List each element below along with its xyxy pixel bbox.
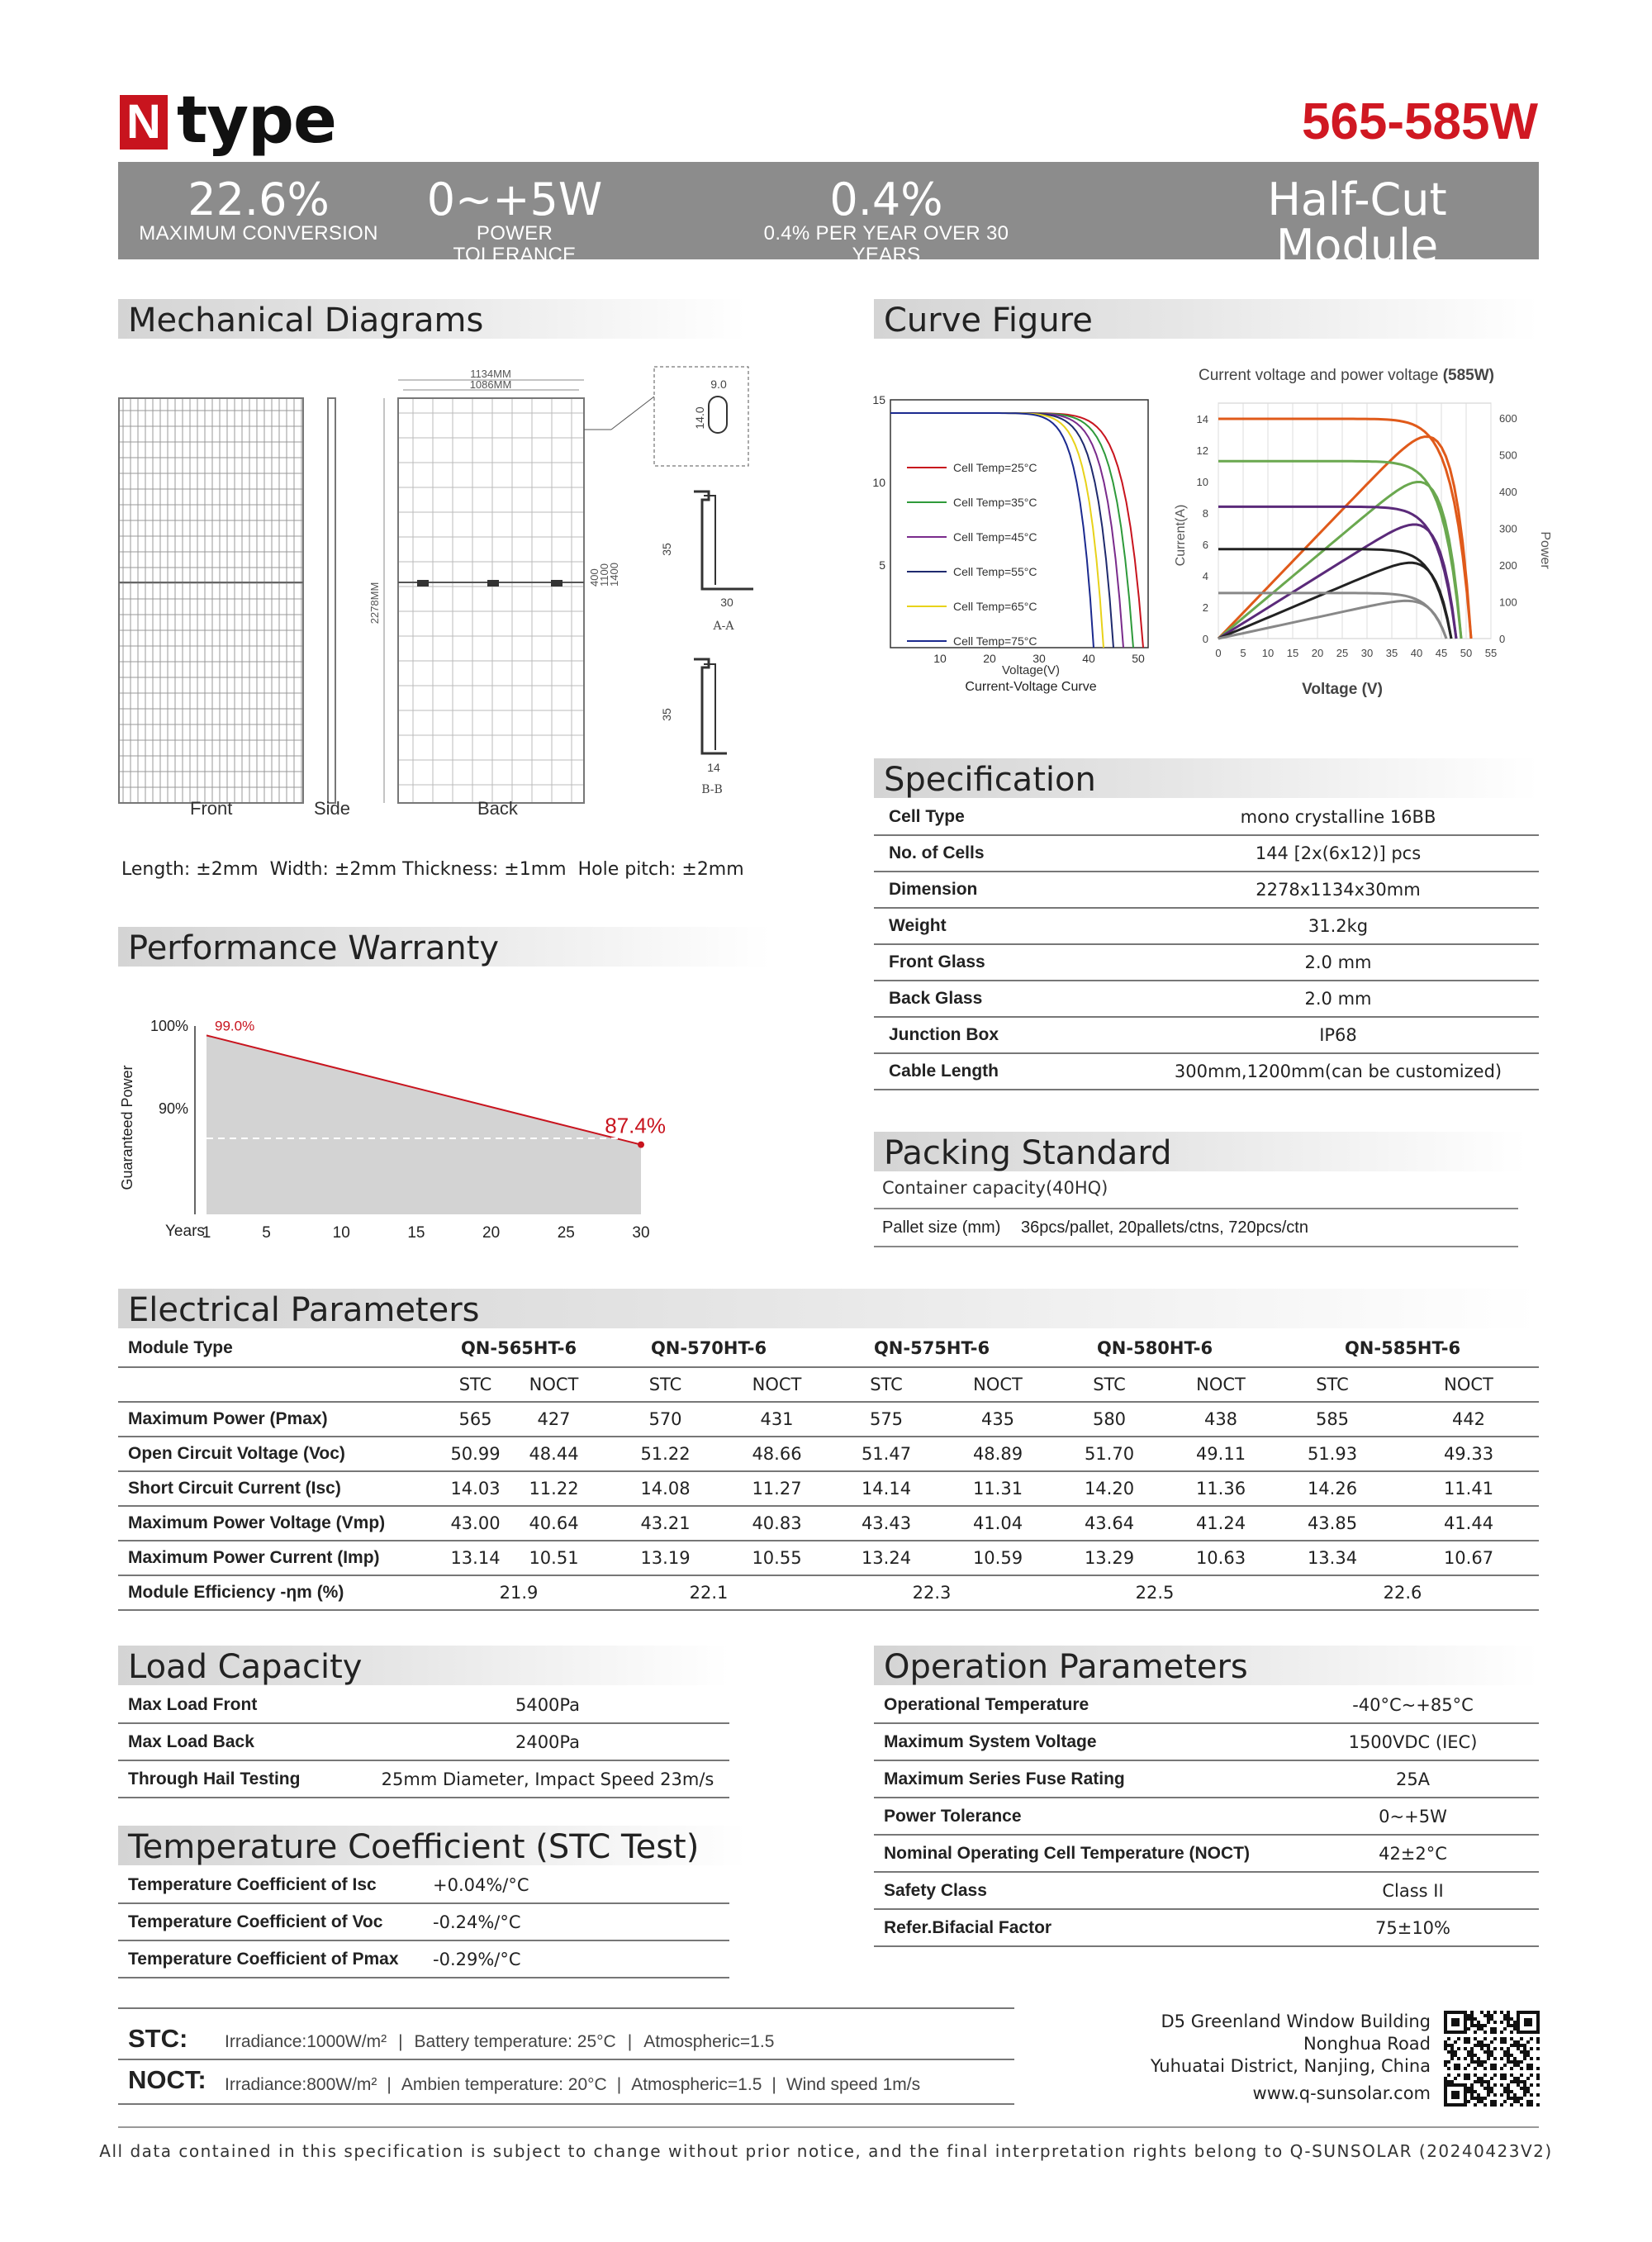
load-value: 2400Pa [366,1723,729,1760]
pv-x-tick: 50 [1460,647,1473,659]
operation-row [874,1760,1539,1798]
pv-y2-tick: 100 [1499,596,1517,609]
stc-conditions: Irradiance:1000W/m² | Battery temperature: 25°C | Atmospheric=1.5 [225,2032,775,2051]
load-key: Through Hail Testing [118,1760,366,1798]
section-temperature: Temperature Coefficient (STC Test) [118,1826,746,1865]
section-load: Load Capacity [118,1646,729,1685]
legend-label: Cell Temp=65°C [953,600,1037,613]
address-block [1041,2011,1431,2105]
param-value: 43.21 [597,1506,733,1541]
param-value: 11.36 [1175,1471,1266,1506]
model-header: QN-565HT-6 [440,1330,597,1367]
param-value: 10.63 [1175,1541,1266,1575]
iv-y-tick: 15 [872,393,885,406]
mechanical-diagram [116,363,776,796]
stc-subheader: STC [820,1367,952,1402]
footer-disclaimer: All data contained in this specification is subject to change without prior notice, and the final interpretation rights belong to Q-SUNSOLAR (20240423V2) [99,2141,1553,2161]
width-outer-dim: 1134MM [470,368,511,380]
param-value: 43.00 [440,1506,510,1541]
operation-value: 75±10% [1287,1909,1539,1946]
spec-key: Front Glass [874,944,1137,981]
pv-y-tick: 8 [1202,507,1208,520]
electrical-row [118,1506,1539,1541]
noct-subheader: NOCT [733,1367,820,1402]
banner-degradation [729,173,1043,266]
side-view [328,398,335,803]
side-label: Side [314,798,351,819]
noct-subheader: NOCT [1175,1367,1266,1402]
param-value: 51.93 [1266,1437,1398,1471]
back-label: Back [477,798,518,819]
pv-y2-tick: 400 [1499,485,1517,498]
legend-label: Cell Temp=25°C [953,461,1037,474]
iv-x-tick: 50 [1132,652,1145,665]
model-header: QN-580HT-6 [1043,1330,1266,1367]
param-value: 49.11 [1175,1437,1266,1471]
spec-row [874,872,1539,908]
param-value: 48.44 [510,1437,597,1471]
param-value: 41.04 [952,1506,1043,1541]
pv-y-tick: 10 [1196,476,1208,488]
param-value: 11.41 [1398,1471,1539,1506]
param-value: 431 [733,1402,820,1437]
param-name: Maximum Power Voltage (Vmp) [118,1506,440,1541]
hole-dim-1400: 1400 [608,563,620,587]
spec-row [874,1053,1539,1090]
spec-value: 2278x1134x30mm [1137,872,1539,908]
pv-y2-tick: 200 [1499,558,1517,572]
width-inner-dim: 1086MM [469,378,512,391]
pv-x-tick: 10 [1261,647,1275,659]
feature-banner [118,162,1539,291]
param-value: 48.66 [733,1437,820,1471]
warranty-y-label: Guaranteed Power [119,1065,135,1190]
param-value: 40.83 [733,1506,820,1541]
spec-value: 300mm,1200mm(can be customized) [1137,1053,1539,1090]
pv-y2-tick: 0 [1499,633,1506,645]
param-value: 13.24 [820,1541,952,1575]
warranty-x-tick: 15 [407,1224,425,1242]
pv-y-tick: 4 [1202,570,1208,582]
param-value: 580 [1043,1402,1175,1437]
temperature-key: Temperature Coefficient of Isc [118,1867,432,1903]
stc-label: STC: [128,2024,188,2053]
banner-value: 22.6% [188,173,330,226]
front-view [119,398,303,803]
param-value: 51.47 [820,1437,952,1471]
legend-label: Cell Temp=75°C [953,634,1037,648]
param-value: 14.03 [440,1471,510,1506]
load-key: Max Load Front [118,1687,366,1723]
warranty-x-tick: 25 [557,1224,575,1242]
noct-subheader: NOCT [510,1367,597,1402]
pv-x-tick: 0 [1215,647,1222,659]
iv-curve-chart [874,388,1155,702]
pv-x-tick: 30 [1360,647,1374,659]
temperature-value: -0.24%/°C [432,1903,581,1940]
electrical-table [118,1330,1539,1611]
efficiency-value: 22.1 [597,1575,820,1610]
banner-caption: 0.4% PER YEAR OVER 30 YEARS [763,222,1009,266]
spec-key: Cable Length [874,1053,1137,1090]
operation-value: 42±2°C [1287,1835,1539,1872]
operation-key: Power Tolerance [874,1798,1287,1835]
param-value: 10.67 [1398,1541,1539,1575]
operation-row [874,1835,1539,1872]
iv-x-tick: 40 [1082,652,1095,665]
param-name: Maximum Power Current (Imp) [118,1541,440,1575]
profile-bb [694,659,727,753]
front-label: Front [190,798,233,819]
noct-conditions: Irradiance:800W/m² | Ambien temperature: 20°C | Atmospheric=1.5 | Wind speed 1m/s [225,2075,921,2094]
logo-type-word: type [177,83,336,158]
section-packing: Packing Standard [874,1132,1526,1171]
warranty-x-tick: 30 [632,1224,650,1242]
param-value: 14.26 [1266,1471,1398,1506]
param-value: 48.89 [952,1437,1043,1471]
operation-value: 25A [1287,1760,1539,1798]
param-value: 43.64 [1043,1506,1175,1541]
efficiency-value: 22.5 [1043,1575,1266,1610]
load-row [118,1723,729,1760]
module-type-label: Module Type [118,1330,440,1367]
param-value: 565 [440,1402,510,1437]
pv-y-tick: 14 [1196,413,1208,425]
iv-y-tick: 5 [879,558,885,572]
banner-caption: LOWER TEMPERATURE [1241,268,1473,291]
hole-height-dim: 14.0 [693,406,706,430]
param-value: 442 [1398,1402,1539,1437]
iv-x-label: Voltage(V) [1001,663,1061,677]
temperature-table [118,1867,729,1978]
param-value: 575 [820,1402,952,1437]
param-value: 585 [1266,1402,1398,1437]
spec-key: Weight [874,908,1137,944]
temperature-row [118,1903,729,1940]
packing-pallet-label: Pallet size (mm) [882,1218,1001,1237]
pv-title: Current voltage and power voltage (585W) [1198,367,1495,384]
pv-y-tick: 6 [1202,539,1208,551]
bb-width-dim: 14 [707,761,720,774]
electrical-row [118,1402,1539,1437]
electrical-row [118,1471,1539,1506]
efficiency-row [118,1575,1539,1610]
param-value: 10.55 [733,1541,820,1575]
spec-row [874,800,1539,835]
pv-x-label: Voltage (V) [1302,681,1383,698]
param-value: 41.44 [1398,1506,1539,1541]
spec-key: Junction Box [874,1017,1137,1053]
aa-label: A-A [713,620,734,633]
website-link[interactable]: www.q-sunsolar.com [1252,2083,1431,2103]
temperature-key: Temperature Coefficient of Pmax [118,1940,432,1978]
specification-table [874,800,1539,1090]
banner-value: 0~+5W [426,173,603,226]
electrical-row [118,1541,1539,1575]
param-name: Open Circuit Voltage (Voc) [118,1437,440,1471]
spec-key: No. of Cells [874,835,1137,872]
param-value: 13.29 [1043,1541,1175,1575]
spec-row [874,835,1539,872]
param-value: 14.14 [820,1471,952,1506]
section-mechanical: Mechanical Diagrams [118,299,746,339]
load-value: 25mm Diameter, Impact Speed 23m/s [366,1760,729,1798]
pv-x-tick: 20 [1311,647,1324,659]
warranty-x-tick: 5 [262,1224,271,1242]
spec-row [874,908,1539,944]
operation-value: 0~+5W [1287,1798,1539,1835]
param-value: 11.31 [952,1471,1043,1506]
operation-value: -40°C~+85°C [1287,1687,1539,1723]
banner-value: Half-Cut Module [1267,173,1447,272]
operation-key: Operational Temperature [874,1687,1287,1723]
legend-label: Cell Temp=35°C [953,496,1037,509]
spec-row [874,981,1539,1017]
hole-dim-1100: 1100 [598,563,610,587]
section-specification: Specification [874,758,1539,798]
pv-curve-chart [1173,362,1553,709]
param-name: Maximum Power (Pmax) [118,1402,440,1437]
logo-n-mark: N [120,95,168,150]
stc-subheader: STC [1043,1367,1175,1402]
model-header: QN-570HT-6 [597,1330,820,1367]
param-value: 41.24 [1175,1506,1266,1541]
warranty-y-tick: 100% [150,1018,188,1034]
param-value: 50.99 [440,1437,510,1471]
efficiency-value: 22.6 [1266,1575,1539,1610]
legend-label: Cell Temp=55°C [953,565,1037,578]
operation-row [874,1798,1539,1835]
pv-x-tick: 5 [1240,647,1246,659]
temperature-key: Temperature Coefficient of Voc [118,1903,432,1940]
operation-key: Nominal Operating Cell Temperature (NOCT) [874,1835,1287,1872]
efficiency-value: 21.9 [440,1575,597,1610]
address-line: Yuhuatai District, Nanjing, China [1150,2056,1431,2076]
iv-x-tick: 10 [933,652,947,665]
warranty-end-point [638,1142,644,1148]
warranty-x-label: Years [165,1223,205,1240]
operation-value: Class II [1287,1872,1539,1909]
warranty-x-tick: 20 [482,1224,501,1242]
profile-aa [694,492,753,589]
spec-row [874,1017,1539,1053]
param-value: 570 [597,1402,733,1437]
param-value: 51.22 [597,1437,733,1471]
temperature-value: -0.29%/°C [432,1940,581,1978]
iv-x-tick: 30 [1032,652,1046,665]
load-table [118,1687,729,1798]
banner-conversion [135,173,382,245]
spec-value: mono crystalline 16BB [1137,800,1539,835]
section-warranty: Performance Warranty [118,927,771,967]
spec-key: Dimension [874,872,1137,908]
spec-value: 2.0 mm [1137,981,1539,1017]
warranty-chart [116,1008,694,1256]
address-line: Nonghua Road [1303,2034,1431,2054]
param-value: 13.19 [597,1541,733,1575]
pv-x-tick: 55 [1484,647,1498,659]
temperature-value: +0.04%/°C [432,1867,581,1903]
warranty-area [206,1035,641,1214]
pv-x-tick: 15 [1286,647,1299,659]
pv-y-label: Current(A) [1174,504,1188,567]
param-value: 49.33 [1398,1437,1539,1471]
param-value: 43.43 [820,1506,952,1541]
operation-key: Maximum System Voltage [874,1723,1287,1760]
operation-key: Safety Class [874,1872,1287,1909]
param-value: 13.14 [440,1541,510,1575]
iv-title: Current-Voltage Curve [965,680,1097,694]
operation-row [874,1687,1539,1723]
load-key: Max Load Back [118,1723,366,1760]
param-name: Module Efficiency -ηm (%) [118,1575,440,1610]
pv-y2-tick: 600 [1499,411,1517,425]
hole-width-dim: 9.0 [710,378,727,391]
operation-value: 1500VDC (IEC) [1287,1723,1539,1760]
banner-tolerance [415,173,614,266]
warranty-x-tick: 1 [202,1224,211,1242]
noct-label: NOCT: [128,2065,206,2094]
param-value: 43.85 [1266,1506,1398,1541]
param-name: Short Circuit Current (Isc) [118,1471,440,1506]
spec-value: 2.0 mm [1137,944,1539,981]
warranty-y-tick: 90% [158,1100,188,1117]
operation-key: Refer.Bifacial Factor [874,1909,1287,1946]
electrical-row [118,1437,1539,1471]
pv-y-tick: 0 [1202,633,1208,645]
load-row [118,1687,729,1723]
param-value: 51.70 [1043,1437,1175,1471]
iv-x-tick: 20 [983,652,996,665]
operation-row [874,1723,1539,1760]
operation-row [874,1909,1539,1946]
tolerance-line: Length: ±2mm Width: ±2mm Thickness: ±1mm Hole pitch: ±2mm [121,859,744,880]
param-value: 14.20 [1043,1471,1175,1506]
param-value: 10.59 [952,1541,1043,1575]
param-value: 40.64 [510,1506,597,1541]
hole-dim-400: 400 [588,568,601,587]
legend-label: Cell Temp=45°C [953,530,1037,544]
noct-subheader: NOCT [1398,1367,1539,1402]
bb-height-dim: 35 [660,708,673,721]
model-header: QN-575HT-6 [820,1330,1043,1367]
power-range: 565-585W [1301,93,1538,150]
param-value: 435 [952,1402,1043,1437]
param-value: 13.34 [1266,1541,1398,1575]
banner-caption: MAXIMUM CONVERSION [139,222,378,245]
stc-subheader: STC [1266,1367,1398,1402]
param-value: 11.22 [510,1471,597,1506]
pv-x-tick: 25 [1336,647,1349,659]
pv-x-tick: 45 [1435,647,1448,659]
pv-x-tick: 35 [1385,647,1398,659]
operation-row [874,1872,1539,1909]
spec-row [874,944,1539,981]
efficiency-value: 22.3 [820,1575,1043,1610]
pv-y2-tick: 300 [1499,522,1517,535]
pv-x-tick: 40 [1410,647,1423,659]
height-dim: 2278MM [368,582,381,625]
banner-half-cut [1184,173,1531,312]
param-value: 438 [1175,1402,1266,1437]
noct-subheader: NOCT [952,1367,1043,1402]
spec-value: 144 [2x(6x12)] pcs [1137,835,1539,872]
load-value: 5400Pa [366,1687,729,1723]
spec-key: Back Glass [874,981,1137,1017]
section-electrical: Electrical Parameters [118,1289,1539,1328]
qr-code-icon [1444,2011,1540,2107]
temperature-row [118,1867,729,1903]
param-value: 427 [510,1402,597,1437]
banner-value: 0.4% [829,173,943,226]
back-view [398,398,584,803]
pv-y-tick: 12 [1196,444,1208,457]
aa-height-dim: 35 [660,543,673,556]
section-curve: Curve Figure [874,299,1539,339]
pv-y2-tick: 500 [1499,449,1517,462]
operation-table [874,1687,1539,1947]
iv-y-tick: 10 [872,476,885,489]
section-operation: Operation Parameters [874,1646,1539,1685]
bb-label: B-B [701,783,723,796]
address-line: D5 Greenland Window Building [1161,2012,1431,2031]
param-value: 14.08 [597,1471,733,1506]
aa-width-dim: 30 [720,596,733,609]
operation-key: Maximum Series Fuse Rating [874,1760,1287,1798]
stc-subheader: STC [597,1367,733,1402]
banner-caption: POWER TOLERANCE [453,222,577,266]
warranty-x-tick: 10 [332,1224,350,1242]
packing-pallet-value: 36pcs/pallet, 20pallets/ctns, 720pcs/ctn [1021,1218,1308,1237]
load-row [118,1760,729,1798]
packing-container: Container capacity(40HQ) [882,1178,1108,1198]
temperature-row [118,1940,729,1978]
param-value: 11.27 [733,1471,820,1506]
spec-value: 31.2kg [1137,908,1539,944]
param-value: 10.51 [510,1541,597,1575]
spec-value: IP68 [1137,1017,1539,1053]
pv-y2-label: Power [1538,531,1552,569]
pv-y-tick: 2 [1202,601,1208,614]
stc-subheader: STC [440,1367,510,1402]
warranty-start-label: 99.0% [215,1018,255,1034]
spec-key: Cell Type [874,800,1137,835]
warranty-end-label: 87.4% [605,1113,666,1138]
model-header: QN-585HT-6 [1266,1330,1539,1367]
